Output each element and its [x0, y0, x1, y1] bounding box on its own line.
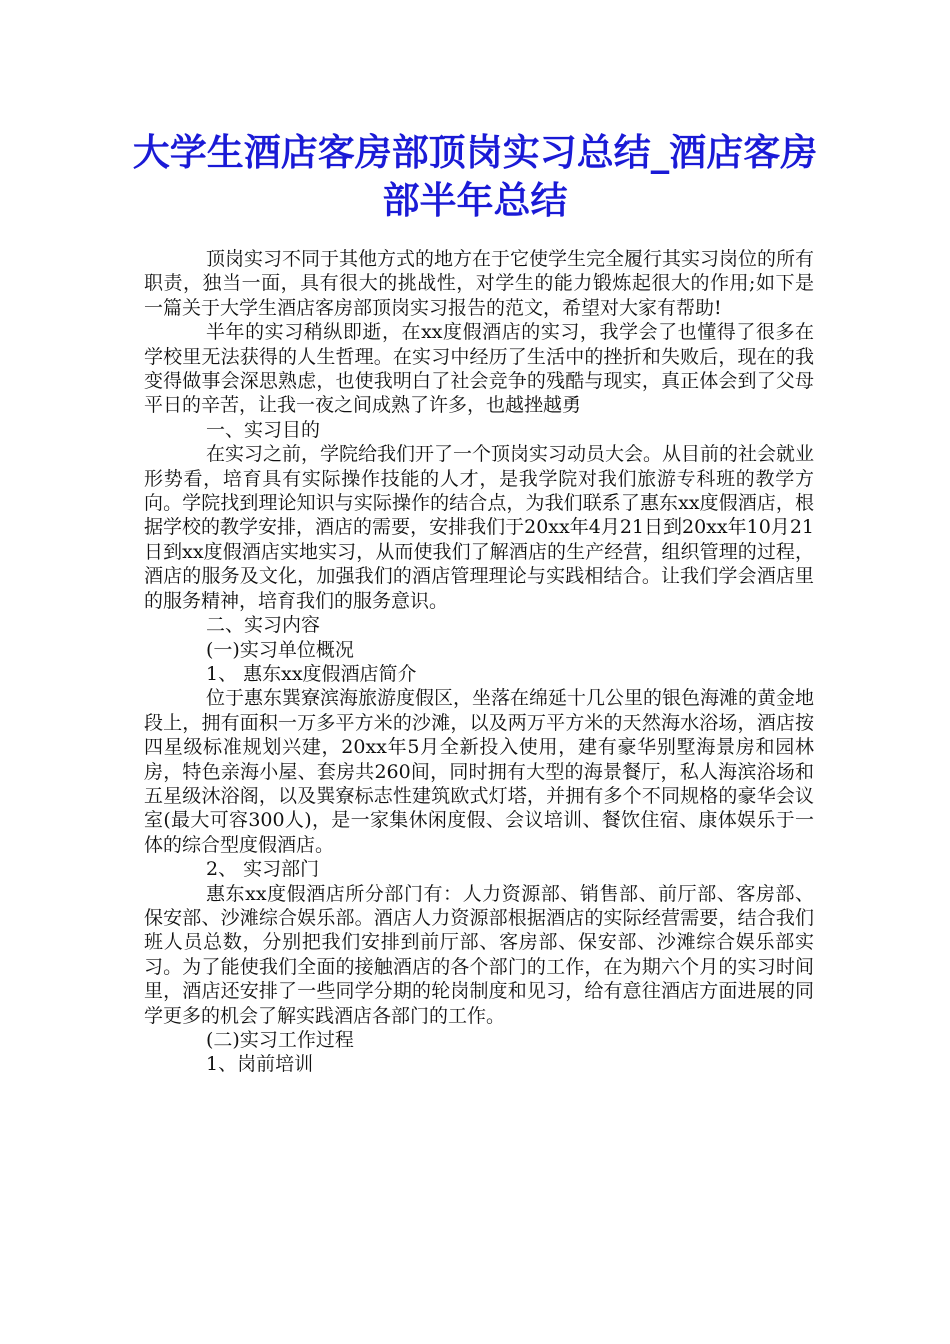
paragraph-hotel-intro: 位于惠东巽寮滨海旅游度假区，坐落在绵延十几公里的银色海滩的黄金地段上，拥有面积一万多平方米的沙滩，以及两万平方米的天然海水浴场，酒店按四星级标准规划兴建，20xx年5月全新投入使用，建有豪华别墅海景房和园林房，特色亲海小屋、套房共260间，同时拥有大型的海景餐厅，私人海滨浴场和五星级沐浴阁，以及巽寮标志性建筑欧式灯塔，并拥有多个不同规格的豪华会议室(最大可容300人)，是一家集休闲度假、会议培训、餐饮住宿、康体娱乐于一体的综合型度假酒店。	[144, 687, 815, 856]
subsection-heading-overview: (一)实习单位概况	[206, 638, 354, 661]
paragraph-summary: 半年的实习稍纵即逝，在xx度假酒店的实习，我学会了也懂得了很多在学校里无法获得的人生哲理。在实习中经历了生活中的挫折和失败后，现在的我变得做事会深思熟虑，也使我明白了社会竞争的残酷与现实，真正体会到了父母平日的辛苦，让我一夜之间成熟了许多，也越挫越勇	[144, 321, 814, 417]
paragraph-purpose: 在实习之前，学院给我们开了一个顶岗实习动员大会。从目前的社会就业形势看，培育具有实际操作技能的人才，是我学院对我们旅游专科班的教学方向。学院找到理论知识与实际操作的结合点，为我们联系了惠东xx度假酒店，根据学校的教学安排，酒店的需要，安排我们于20xx年4月21日到20xx年10月21日到xx度假酒店实地实习，从而使我们了解酒店的生产经营，组织管理的过程，酒店的服务及文化，加强我们的酒店管理理论与实践相结合。让我们学会酒店里的服务精神，培育我们的服务意识。	[144, 443, 815, 612]
document-body	[144, 247, 814, 1077]
item-heading-training: 1、岗前培训	[206, 1053, 314, 1076]
item-heading-hotel-intro: 1、 惠东xx度假酒店简介	[206, 662, 417, 685]
paragraph-intro: 顶岗实习不同于其他方式的地方在于它使学生完全履行其实习岗位的所有职责，独当一面，具有很大的挑战性，对学生的能力锻炼起很大的作用;如下是一篇关于大学生酒店客房部顶岗实习报告的范文，希望对大家有帮助!	[144, 248, 815, 319]
item-heading-departments: 2、 实习部门	[206, 858, 320, 881]
document-title: 大学生酒店客房部顶岗实习总结_酒店客房部半年总结	[132, 130, 818, 222]
section-heading-purpose: 一、实习目的	[206, 418, 321, 441]
section-heading-content: 二、实习内容	[206, 614, 321, 637]
paragraph-departments: 惠东xx度假酒店所分部门有：人力资源部、销售部、前厅部、客房部、保安部、沙滩综合娱乐部。酒店人力资源部根据酒店的实际经营需要，结合我们班人员总数，分别把我们安排到前厅部、客房部、保安部、沙滩综合娱乐部实习。为了能使我们全面的接触酒店的各个部门的工作，在为期六个月的实习时间里，酒店还安排了一些同学分期的轮岗制度和见习，给有意往酒店方面进展的同学更多的机会了解实践酒店各部门的工作。	[144, 882, 814, 1027]
subsection-heading-process: (二)实习工作过程	[206, 1029, 354, 1051]
